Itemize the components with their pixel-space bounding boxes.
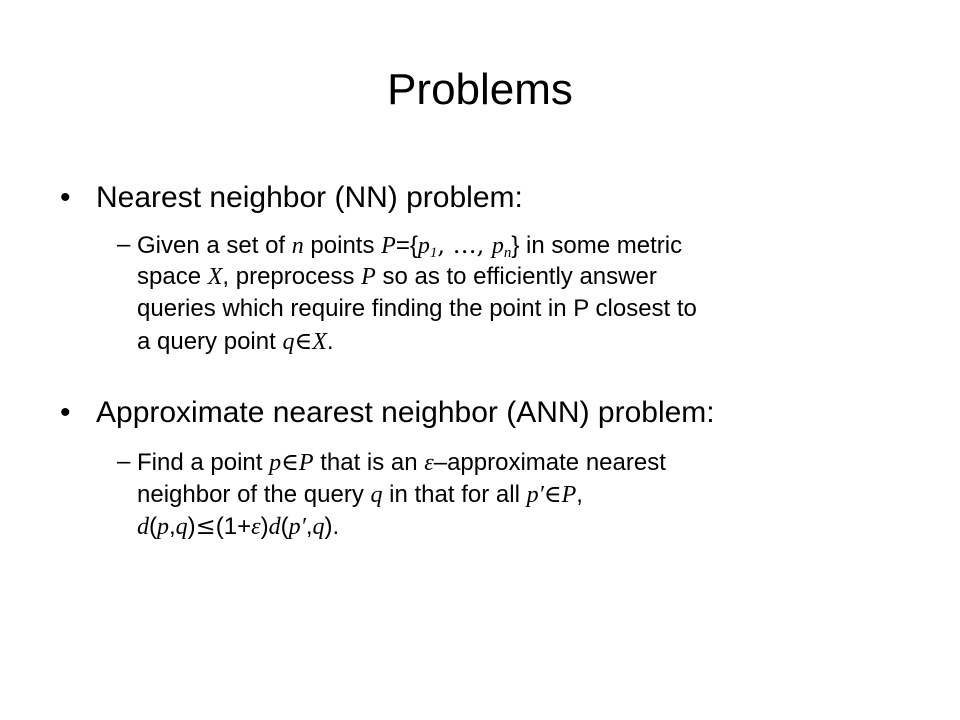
text-run: space <box>137 263 208 290</box>
math-var-q: q <box>282 329 295 355</box>
less-equal-symbol: ≤ <box>195 512 216 540</box>
text-line <box>137 262 697 294</box>
math-func-d: d <box>137 514 149 540</box>
math-var-X: X <box>207 264 223 290</box>
math-var-p-prime: p′ <box>288 514 306 540</box>
text-run: } in some metric <box>511 232 683 259</box>
text-run: . <box>326 328 334 355</box>
math-var-p: p <box>491 233 504 259</box>
math-var-p-prime: p′ <box>526 482 544 508</box>
math-var-q: q <box>175 514 188 540</box>
text-run: neighbor of the query <box>137 481 371 508</box>
sub-item-body <box>137 230 697 358</box>
text-run: , preprocess <box>222 263 362 290</box>
text-run: , …, <box>437 231 492 259</box>
text-run: ( <box>280 513 289 540</box>
text-run: points <box>303 232 382 259</box>
math-var-epsilon: ε <box>424 450 434 476</box>
text-run: in that for all <box>382 481 527 508</box>
math-subscript: 1 <box>429 245 438 261</box>
math-var-n: n <box>291 233 304 259</box>
math-var-q: q <box>312 514 325 540</box>
text-run: so as to efficiently answer <box>375 263 657 290</box>
math-var-p: p <box>417 233 430 259</box>
text-run: , <box>576 481 583 508</box>
bullet-heading-nn: Nearest neighbor (NN) problem: <box>96 181 523 214</box>
math-var-p: p <box>269 450 282 476</box>
math-subscript: n <box>503 245 512 261</box>
text-run: that is an <box>313 449 425 476</box>
text-run: ) <box>260 513 269 540</box>
text-line <box>137 230 697 262</box>
text-run: ) <box>187 513 196 540</box>
bullet-heading-ann: Approximate nearest neighbor (ANN) problem: <box>96 396 715 429</box>
text-run: a query point <box>137 328 283 355</box>
math-func-d: d <box>268 514 281 540</box>
math-var-p: p <box>157 514 169 540</box>
text-run: ( <box>149 513 157 540</box>
text-run: , <box>305 513 313 540</box>
dash-icon: – <box>117 231 131 258</box>
math-var-q: q <box>370 482 383 508</box>
text-run: Given a set of <box>137 232 292 259</box>
math-var-P: P <box>361 264 376 290</box>
math-var-P: P <box>561 482 577 508</box>
text-line <box>137 447 666 479</box>
element-of-symbol: ∈ <box>294 327 313 355</box>
bullet-icon: • <box>60 181 71 214</box>
math-var-epsilon: ε <box>251 514 261 540</box>
text-run: Find a point <box>137 449 270 476</box>
text-run: queries which require finding the point in P closest to <box>137 295 697 322</box>
text-run: –approximate nearest <box>433 449 666 476</box>
element-of-symbol: ∈ <box>281 448 299 476</box>
text-run: ). <box>324 513 340 540</box>
text-run: ={ <box>395 232 418 259</box>
text-run: (1+ <box>215 513 252 540</box>
dash-icon: – <box>117 448 131 475</box>
bullet-icon: • <box>60 396 71 429</box>
sub-item-body <box>137 447 666 543</box>
text-line <box>137 511 666 543</box>
text-line <box>137 326 697 358</box>
math-var-P: P <box>298 450 314 476</box>
math-var-P: P <box>381 233 396 259</box>
math-var-X: X <box>312 329 327 355</box>
text-line <box>137 294 697 326</box>
element-of-symbol: ∈ <box>543 480 562 508</box>
slide-title: Problems <box>387 65 573 114</box>
text-line <box>137 479 666 511</box>
text-run: , <box>169 513 176 540</box>
